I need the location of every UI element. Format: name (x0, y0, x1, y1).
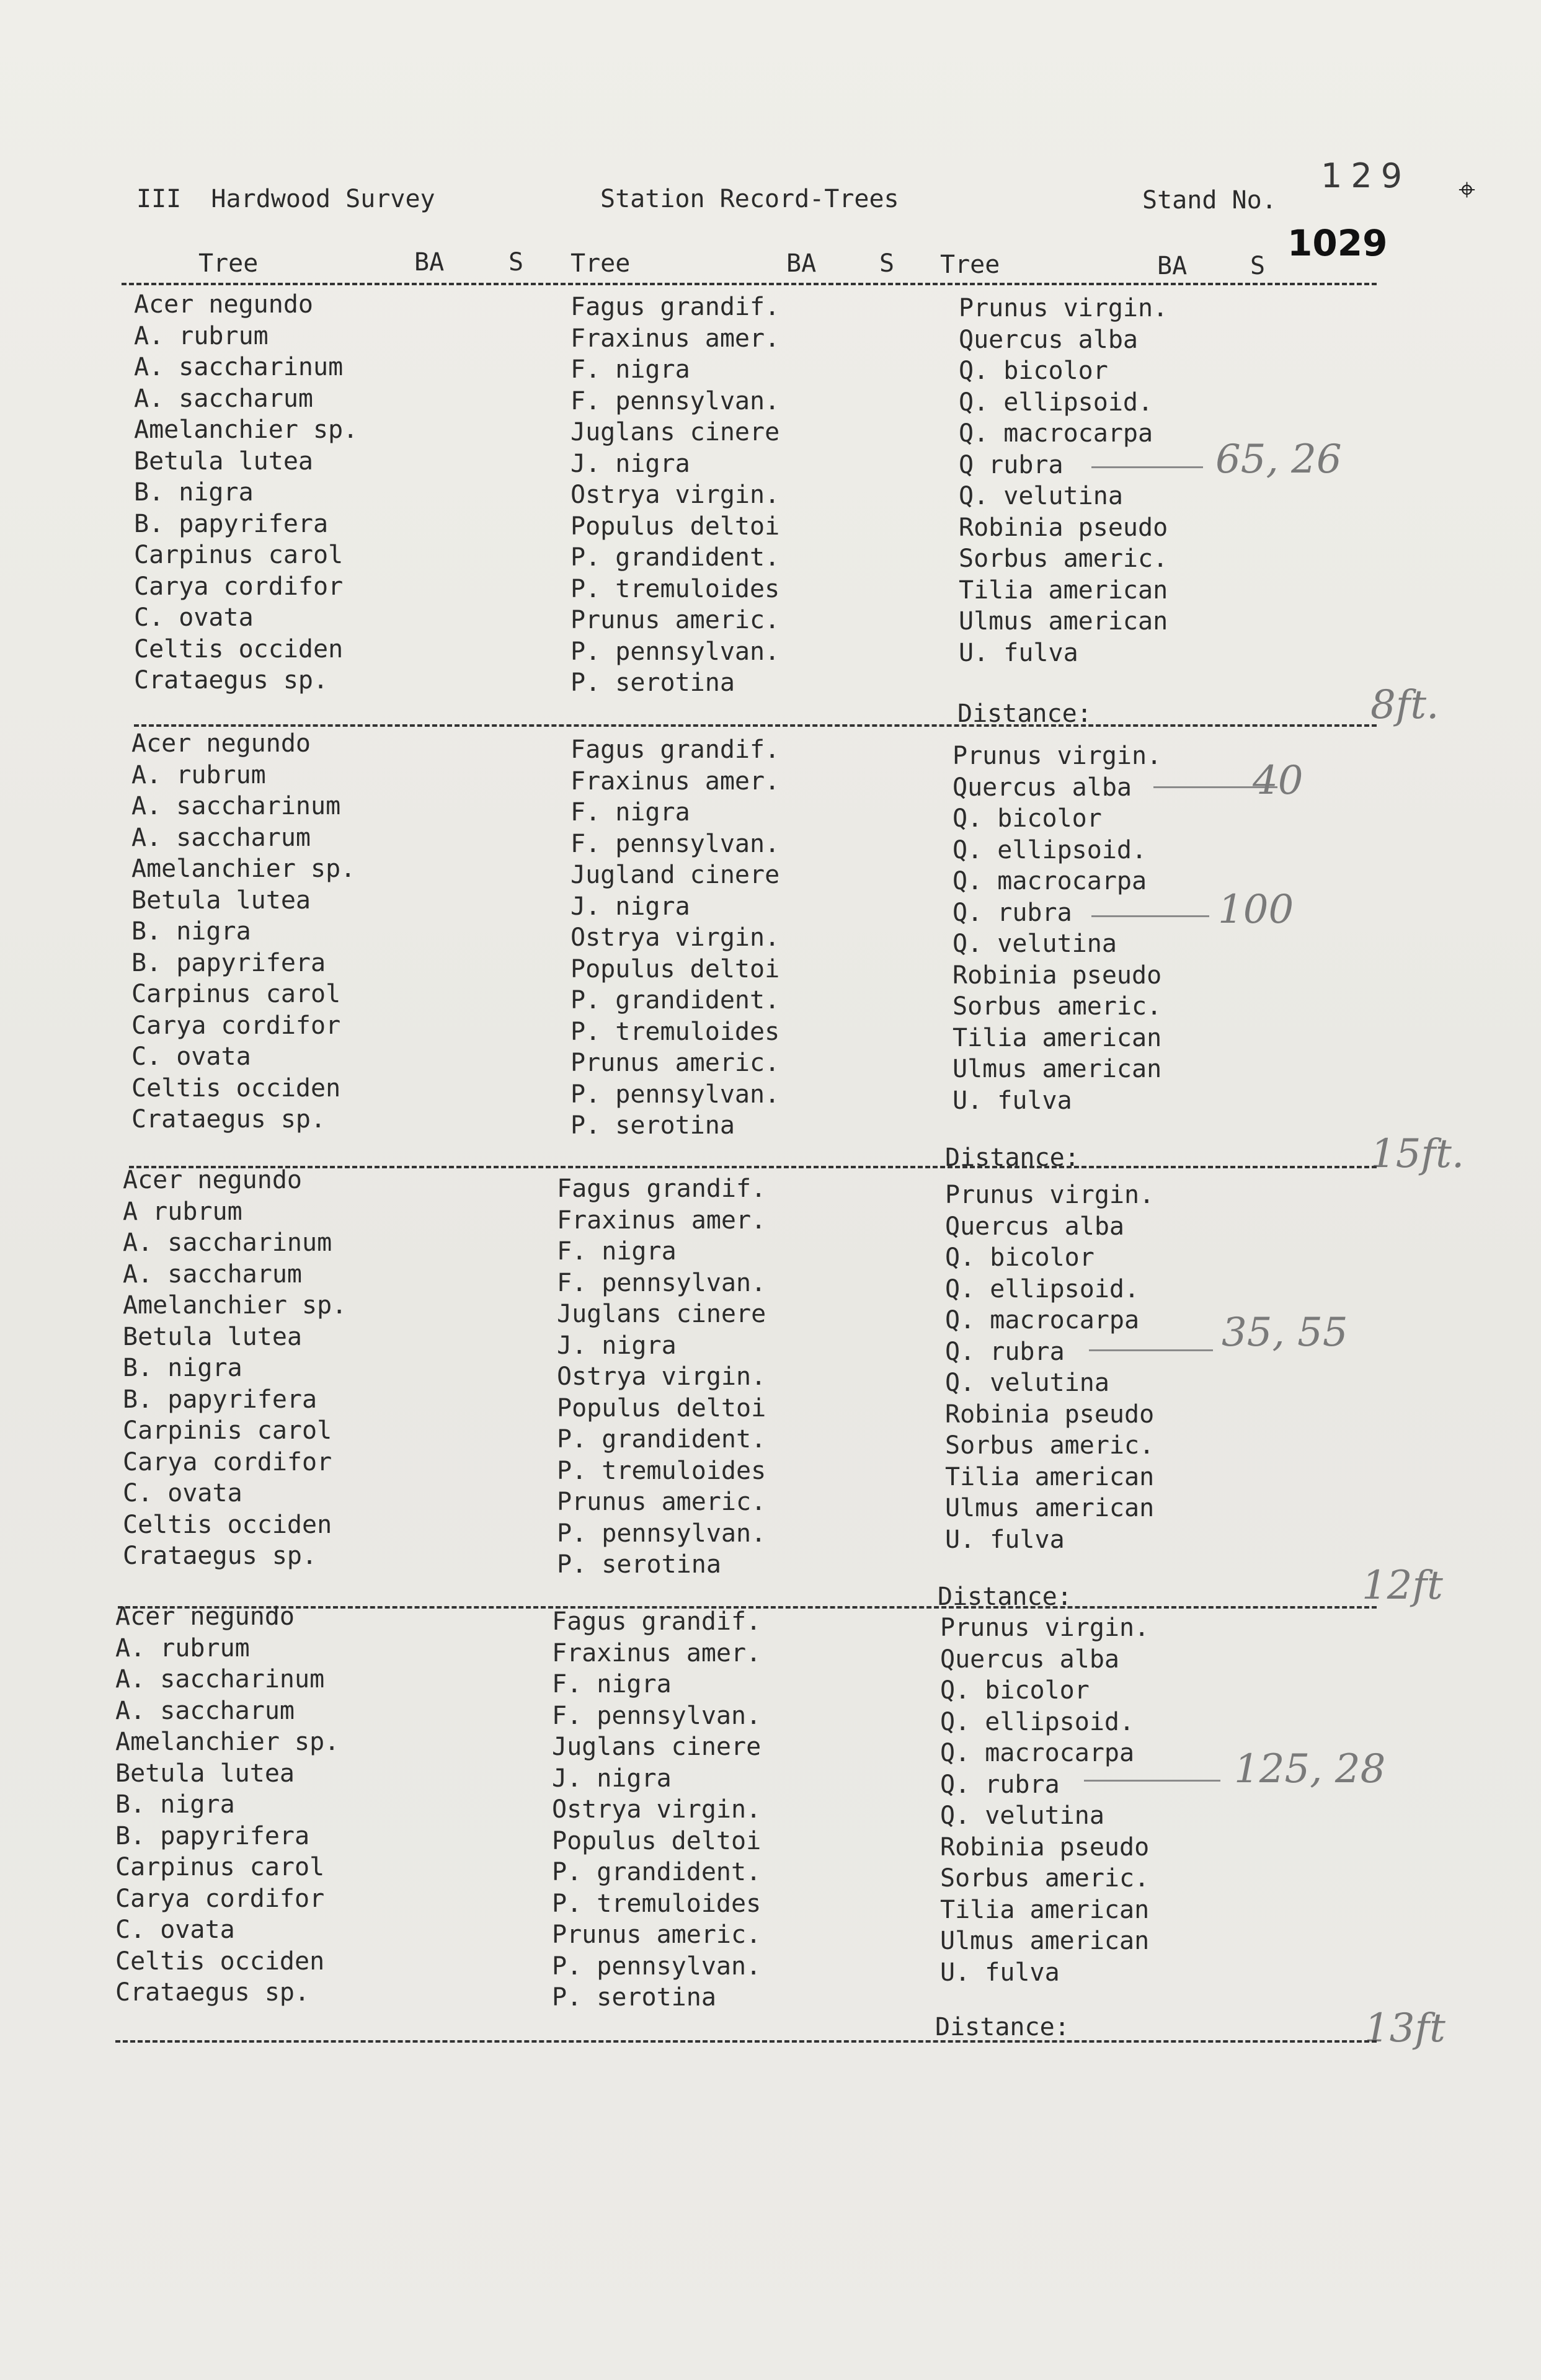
tree-entry: Ulmus american (945, 1494, 1155, 1522)
tree-entry: P. tremuloides (571, 1017, 780, 1046)
tree-entry: Ulmus american (953, 1055, 1162, 1083)
tree-entry: Crataegus sp. (131, 1105, 326, 1134)
col1-ba-header: BA (414, 248, 445, 277)
tree-entry: A. saccharinum (123, 1228, 332, 1257)
tree-entry: A. rubrum (134, 321, 269, 350)
col2-s-header: S (879, 249, 895, 278)
tree-entry: F. pennsylvan. (571, 829, 780, 858)
handwritten-note: 125, 28 (1234, 1746, 1386, 1792)
tree-entry: P. pennsylvan. (557, 1519, 766, 1548)
tree-entry: U. fulva (953, 1086, 1072, 1115)
tree-entry: Ostrya virgin. (557, 1362, 766, 1391)
tree-entry: Ulmus american (959, 607, 1168, 636)
tree-entry: P. grandident. (552, 1858, 762, 1886)
tree-entry: Crataegus sp. (123, 1542, 318, 1570)
note-leader-line (1084, 1780, 1220, 1782)
tree-entry: Celtis occiden (123, 1510, 332, 1539)
header-divider (122, 283, 1377, 285)
distance-label: Distance: (938, 1583, 1072, 1611)
distance-label: Distance: (945, 1143, 1080, 1172)
tree-entry: U. fulva (959, 638, 1078, 667)
distance-value: 15ft. (1370, 1131, 1465, 1177)
tree-entry: Q. ellipsoid. (940, 1707, 1135, 1736)
tree-entry: Acer negundo (123, 1166, 302, 1194)
section4-col1 (115, 1601, 339, 2009)
tree-entry: Quercus alba (945, 1212, 1124, 1241)
tree-entry: Prunus americ. (552, 1920, 762, 1949)
tree-entry: Acer negundo (131, 729, 311, 758)
tree-entry: A. saccharinum (115, 1665, 325, 1694)
tree-entry: Sorbus americ. (945, 1431, 1155, 1460)
tree-entry: A. saccharinum (131, 792, 341, 820)
tree-entry: Populus deltoi (571, 512, 780, 541)
stand-number-handwritten: 129 (1321, 156, 1411, 195)
tree-entry: A rubrum (123, 1197, 242, 1226)
tree-entry: Prunus americ. (557, 1488, 766, 1516)
tree-entry: Betula lutea (134, 446, 313, 476)
tree-entry: U. fulva (940, 1958, 1060, 1987)
tree-entry: Q. rubra (945, 1337, 1065, 1366)
tree-entry: Populus deltoi (557, 1393, 766, 1423)
tree-entry: Robinia pseudo (959, 513, 1168, 542)
tree-entry: A. saccharum (115, 1696, 295, 1725)
section1-col2 (571, 291, 779, 699)
tree-entry: Amelanchier sp. (134, 415, 358, 444)
tree-entry: Carya cordifor (115, 1884, 325, 1913)
tree-entry: Crataegus sp. (134, 666, 329, 695)
tree-entry: P. tremuloides (571, 574, 780, 603)
tree-entry: Ostrya virgin. (552, 1795, 762, 1824)
tree-entry: Carya cordifor (134, 572, 344, 601)
tree-entry: B. papyrifera (115, 1821, 310, 1850)
tree-entry: C. ovata (134, 603, 254, 632)
tree-entry: Betula lutea (115, 1759, 295, 1788)
tree-entry: Ulmus american (940, 1927, 1150, 1955)
tree-entry: U. fulva (945, 1525, 1065, 1554)
tree-entry: B. papyrifera (131, 948, 326, 977)
col3-tree-header: Tree (940, 251, 1000, 279)
tree-entry: Robinia pseudo (953, 961, 1162, 990)
tree-entry: Q. bicolor (953, 804, 1102, 833)
tree-entry: Crataegus sp. (115, 1978, 310, 2007)
handwritten-note: 65, 26 (1215, 437, 1342, 482)
distance-value: 8ft. (1370, 682, 1439, 728)
survey-title: III Hardwood Survey (136, 185, 435, 213)
tree-entry: Q. macrocarpa (953, 867, 1147, 895)
tree-entry: Fraxinus amer. (571, 766, 780, 796)
tree-entry: Prunus americ. (571, 1049, 780, 1077)
tree-entry: Betula lutea (123, 1322, 302, 1351)
tree-entry: Fagus grandif. (557, 1174, 766, 1203)
tree-entry: Tilia american (945, 1462, 1155, 1491)
section-divider (134, 724, 1377, 727)
tree-entry: Prunus virgin. (959, 294, 1168, 322)
tree-entry: B. papyrifera (134, 509, 329, 538)
tree-entry: B. nigra (134, 478, 254, 507)
tree-entry: Fagus grandif. (571, 293, 780, 321)
tree-entry: Quercus alba (953, 773, 1132, 802)
tree-entry: Juglans cinere (557, 1300, 766, 1328)
handwritten-note: 40 (1253, 758, 1303, 804)
tree-entry: Amelanchier sp. (123, 1291, 347, 1320)
handwritten-note: 100 (1218, 887, 1294, 933)
stand-label: Stand No. (1142, 186, 1277, 215)
tree-entry: Q. bicolor (959, 357, 1108, 385)
col2-ba-header: BA (786, 249, 817, 278)
tree-entry: P. serotina (557, 1550, 721, 1579)
tree-entry: P. tremuloides (557, 1456, 766, 1485)
tree-entry: F. pennsylvan. (557, 1268, 766, 1297)
tree-entry: F. pennsylvan. (571, 386, 780, 415)
section4-col2 (552, 1606, 761, 2014)
tree-entry: Populus deltoi (571, 954, 780, 984)
tree-entry: P. grandident. (571, 986, 780, 1015)
tree-entry: Q. macrocarpa (940, 1739, 1135, 1767)
tree-entry: Amelanchier sp. (115, 1728, 340, 1756)
tree-entry: Juglans cinere (552, 1733, 762, 1761)
tree-entry: P. serotina (571, 1111, 735, 1140)
tree-entry: Tilia american (953, 1023, 1162, 1052)
section3-col2 (557, 1173, 766, 1581)
tree-entry: Amelanchier sp. (131, 855, 356, 883)
tree-entry: Fraxinus amer. (557, 1206, 766, 1235)
tree-entry: Q. bicolor (945, 1243, 1095, 1272)
tree-entry: C. ovata (131, 1042, 251, 1071)
tree-entry: C. ovata (123, 1479, 242, 1507)
tree-entry: J. nigra (557, 1331, 677, 1360)
tree-entry: Carya cordifor (123, 1447, 332, 1476)
tree-entry: P. tremuloides (552, 1889, 762, 1918)
tree-entry: F. nigra (552, 1670, 672, 1698)
tree-entry: Tilia american (940, 1895, 1150, 1924)
tree-entry: Celtis occiden (134, 634, 344, 664)
tree-entry: Carpinus carol (131, 980, 341, 1008)
tree-entry: Q. ellipsoid. (953, 835, 1147, 864)
tree-entry: Ostrya virgin. (571, 923, 780, 952)
tree-entry: A. rubrum (131, 760, 266, 789)
tree-entry: Carpinus carol (134, 541, 344, 569)
tree-entry: Q. velutina (945, 1369, 1109, 1397)
col2-tree-header: Tree (571, 249, 631, 278)
tree-entry: P. pennsylvan. (571, 1080, 780, 1109)
section1-col3 (959, 293, 1168, 668)
tree-entry: Q. ellipsoid. (959, 388, 1153, 417)
section1-col1 (134, 289, 358, 696)
tree-entry: F. nigra (557, 1237, 677, 1266)
tree-entry: Q. rubra (940, 1770, 1060, 1799)
tree-entry: Robinia pseudo (940, 1832, 1150, 1862)
tree-entry: Q. bicolor (940, 1676, 1090, 1705)
tree-entry: Q. macrocarpa (959, 419, 1153, 448)
tree-entry: F. nigra (571, 798, 690, 827)
distance-label: Distance: (935, 2013, 1070, 2041)
tree-entry: Jugland cinere (571, 861, 780, 889)
tree-entry: Q. ellipsoid. (945, 1274, 1140, 1303)
tree-entry: J. nigra (552, 1764, 672, 1793)
tree-entry: Prunus virgin. (953, 742, 1162, 770)
tree-entry: C. ovata (115, 1916, 235, 1944)
tree-entry: Juglans cinere (571, 418, 780, 446)
tree-entry: Prunus americ. (571, 606, 780, 634)
tree-entry: Celtis occiden (131, 1073, 341, 1103)
note-leader-line (1091, 466, 1203, 468)
stamp-number: 1029 (1287, 222, 1388, 264)
tree-entry: P. pennsylvan. (571, 637, 780, 666)
tree-entry: A. saccharinum (134, 353, 344, 381)
tree-entry: A. saccharum (131, 823, 311, 852)
tree-entry: Fraxinus amer. (571, 324, 780, 353)
tree-entry: Sorbus americ. (953, 992, 1162, 1021)
tree-entry: Q. velutina (940, 1801, 1104, 1830)
tree-entry: Quercus alba (959, 325, 1138, 354)
note-leader-line (1091, 915, 1209, 917)
tree-entry: Betula lutea (131, 886, 311, 915)
distance-value: 12ft (1362, 1563, 1443, 1609)
tree-entry: Celtis occiden (115, 1947, 325, 1976)
tree-entry: A. saccharum (123, 1259, 302, 1289)
tree-entry: Acer negundo (115, 1602, 295, 1631)
section2-col3 (953, 740, 1161, 1116)
distance-label: Distance: (957, 699, 1092, 728)
tree-entry: P. grandident. (557, 1425, 766, 1454)
tree-entry: Fagus grandif. (571, 735, 780, 764)
tree-entry: F. pennsylvan. (552, 1701, 762, 1730)
tree-entry: B. nigra (123, 1354, 242, 1382)
distance-value: 13ft (1364, 2005, 1446, 2051)
col1-s-header: S (508, 248, 524, 277)
tree-entry: J. nigra (571, 892, 690, 921)
tree-entry: Acer negundo (134, 290, 313, 319)
section3-col1 (123, 1165, 347, 1572)
tree-entry: Ostrya virgin. (571, 481, 780, 509)
tree-entry: Robinia pseudo (945, 1400, 1155, 1429)
tree-entry: Quercus alba (940, 1645, 1119, 1674)
tree-entry: Sorbus americ. (940, 1864, 1150, 1893)
note-leader-line (1089, 1349, 1213, 1351)
col3-s-header: S (1250, 252, 1266, 280)
tree-entry: B. papyrifera (123, 1385, 318, 1414)
tree-entry: A. saccharum (134, 384, 313, 413)
record-title: Station Record-Trees (600, 185, 899, 213)
section2-col2 (571, 734, 779, 1142)
tree-entry: P. pennsylvan. (552, 1952, 762, 1981)
tree-entry: Q. rubra (953, 898, 1072, 927)
tree-entry: Q rubra (959, 450, 1064, 479)
section4-col3 (940, 1612, 1149, 1988)
tree-entry: P. serotina (552, 1983, 716, 2012)
tree-entry: A. rubrum (115, 1633, 250, 1663)
tree-entry: Fagus grandif. (552, 1607, 762, 1636)
tree-entry: B. nigra (115, 1790, 235, 1819)
tree-entry: P. grandident. (571, 543, 780, 572)
tree-entry: Q. velutina (953, 930, 1117, 958)
corner-mark-icon: ⌖ (1459, 172, 1476, 207)
tree-entry: Sorbus americ. (959, 544, 1168, 573)
tree-entry: P. serotina (571, 668, 735, 697)
col3-ba-header: BA (1157, 252, 1188, 280)
section2-col1 (131, 728, 355, 1135)
tree-entry: F. nigra (571, 355, 690, 384)
tree-entry: Tilia american (959, 575, 1168, 605)
section3-col3 (945, 1179, 1154, 1555)
tree-entry: Fraxinus amer. (552, 1638, 762, 1667)
tree-entry: Carpinis carol (123, 1416, 332, 1445)
tree-entry: Q. macrocarpa (945, 1306, 1140, 1334)
tree-entry: Carya cordifor (131, 1011, 341, 1040)
tree-entry: Populus deltoi (552, 1826, 762, 1855)
section-divider (115, 2040, 1377, 2043)
handwritten-note: 35, 55 (1222, 1310, 1348, 1356)
tree-entry: J. nigra (571, 449, 690, 478)
tree-entry: Carpinus carol (115, 1853, 325, 1881)
tree-entry: Prunus virgin. (945, 1181, 1155, 1209)
col1-tree-header: Tree (198, 249, 259, 278)
tree-entry: Prunus virgin. (940, 1614, 1150, 1642)
tree-entry: Q. velutina (959, 482, 1123, 510)
tree-entry: B. nigra (131, 917, 251, 946)
